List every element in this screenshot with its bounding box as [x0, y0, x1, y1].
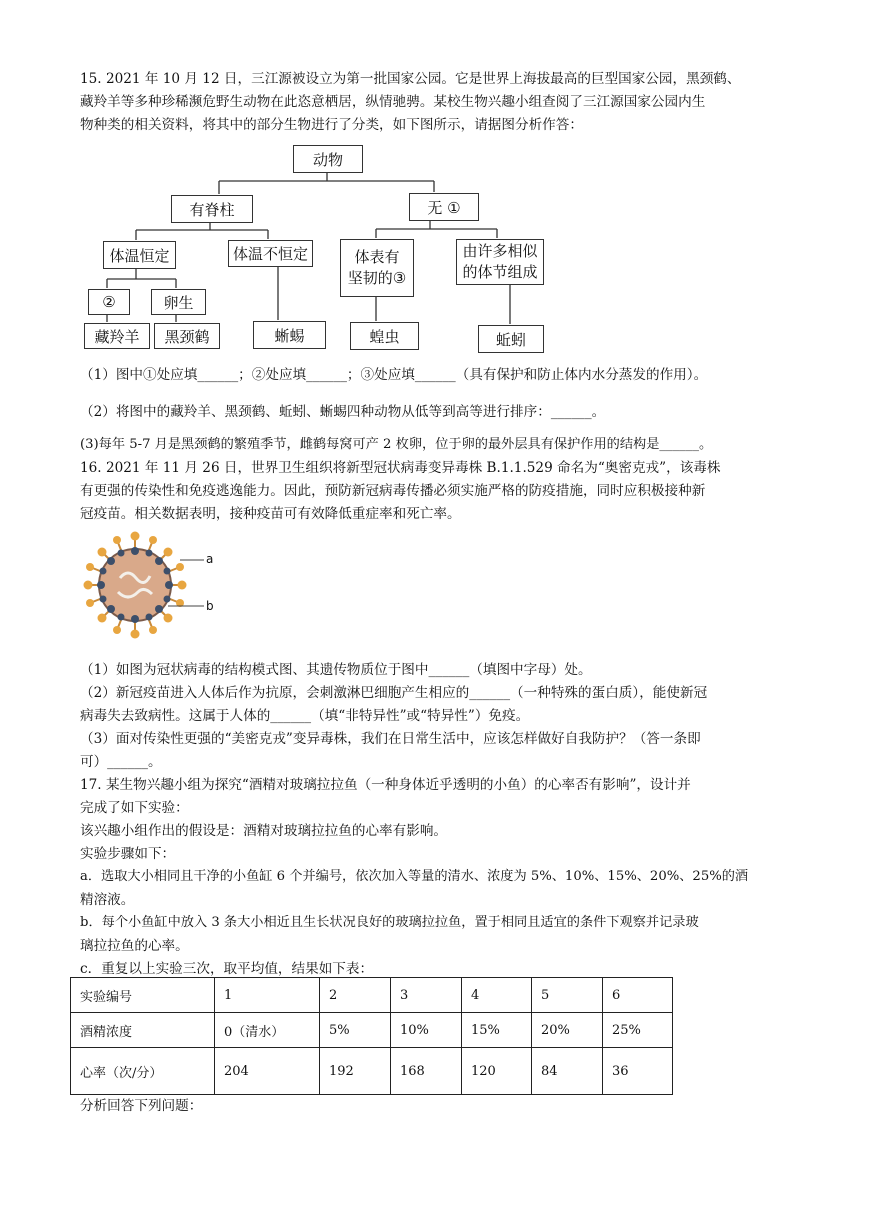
q16-intro-line-1: 16. 2021 年 11 月 26 日，世界卫生组织将新型冠状病毒变异毒株 B.1.1.529 命名为“奥密克戎”，该毒株	[80, 460, 721, 476]
q17-footer: 分析回答下列问题：	[80, 1098, 203, 1114]
table-cell: 4	[462, 978, 532, 1013]
q16-question-3-line-2: 可）______。	[80, 754, 162, 770]
table-cell: 204	[215, 1048, 320, 1095]
node-variable-temperature: 体温不恒定	[228, 240, 313, 267]
table-cell: 10%	[391, 1013, 462, 1048]
q17-line-2: 完成了如下实验：	[80, 800, 189, 816]
virus-label-a: a	[206, 552, 214, 566]
table-cell: 192	[320, 1048, 391, 1095]
table-cell: 1	[215, 978, 320, 1013]
coronavirus-diagram	[80, 530, 216, 640]
node-segments	[456, 239, 544, 285]
diagram-connectors	[0, 0, 869, 360]
node-animal: 动物	[293, 145, 363, 173]
q15-intro-line-1: 15. 2021 年 10 月 12 日，三江源被设立为第一批国家公园。它是世界上海拔最高的巨型国家公园，黑颈鹤、	[80, 71, 741, 87]
node-tibetan-antelope: 藏羚羊	[84, 323, 150, 349]
table-row-experiment-number	[71, 978, 673, 1013]
q17-step-b-line-2: 璃拉拉鱼的心率。	[80, 938, 189, 954]
q17-hypothesis: 该兴趣小组作出的假设是：酒精对玻璃拉拉鱼的心率有影响。	[80, 823, 448, 839]
node-locust: 蝗虫	[350, 322, 419, 350]
node-exoskeleton-line-1: 体表有	[354, 248, 400, 266]
node-black-necked-crane: 黑颈鹤	[154, 323, 220, 349]
table-cell: 5	[532, 978, 603, 1013]
coronavirus-illustration	[80, 530, 216, 640]
q15-question-2: （2）将图中的藏羚羊、黑颈鹤、蚯蚓、蜥蜴四种动物从低等到高等进行排序：______。	[80, 404, 606, 420]
table-cell: 25%	[603, 1013, 673, 1048]
node-invertebrate: 无 ①	[409, 193, 479, 221]
q15-question-1: （1）图中①处应填______；②处应填______；③处应填______（具有保护和防止体内水分蒸发的作用）。	[80, 367, 708, 383]
table-cell: 15%	[462, 1013, 532, 1048]
q15-question-3: (3)每年 5-7 月是黑颈鹤的繁殖季节，雌鹤每窝可产 2 枚卵，位于卵的最外层具有保护作用的结构是______。	[80, 437, 713, 452]
node-blank-2: ②	[88, 289, 130, 315]
q16-question-2-line-1: （2）新冠疫苗进入人体后作为抗原，会刺激淋巴细胞产生相应的______（一种特殊的蛋白质），能使新冠	[80, 685, 708, 701]
node-vertebrate: 有脊柱	[171, 195, 253, 223]
q17-step-a-line-1: a．选取大小相同且干净的小鱼缸 6 个并编号，依次加入等量的清水、浓度为 5%、10%、15%、20%、25%的酒	[80, 869, 749, 884]
q17-line-1: 17. 某生物兴趣小组为探究“酒精对玻璃拉拉鱼（一种身体近乎透明的小鱼）的心率否有影响”，设计并	[80, 777, 691, 793]
table-cell: 5%	[320, 1013, 391, 1048]
table-cell: 实验编号	[71, 978, 215, 1013]
node-exoskeleton-line-2: 坚韧的③	[347, 269, 407, 287]
table-cell: 酒精浓度	[71, 1013, 215, 1048]
virus-label-b: b	[206, 599, 214, 613]
q17-steps-heading: 实验步骤如下：	[80, 846, 176, 862]
table-cell: 0（清水）	[215, 1013, 320, 1048]
table-cell: 120	[462, 1048, 532, 1095]
q17-step-b-line-1: b．每个小鱼缸中放入 3 条大小相近且生长状况良好的玻璃拉拉鱼，置于相同且适宜的条件下观察并记录玻	[80, 915, 699, 930]
table-cell: 20%	[532, 1013, 603, 1048]
table-cell: 3	[391, 978, 462, 1013]
node-exoskeleton	[340, 239, 414, 297]
q17-step-a-line-2: 精溶液。	[80, 892, 135, 908]
table-cell: 6	[603, 978, 673, 1013]
node-segments-line-2: 的体节组成	[462, 263, 538, 281]
q15-intro-line-3: 物种类的相关资料，将其中的部分生物进行了分类，如下图所示，请据图分析作答：	[80, 117, 583, 133]
node-lizard: 蜥蜴	[253, 321, 326, 349]
table-cell: 36	[603, 1048, 673, 1095]
node-segments-line-1: 由许多相似	[462, 242, 538, 260]
q16-question-1: （1）如图为冠状病毒的结构模式图、其遗传物质位于图中______（填图中字母）处。	[80, 662, 592, 678]
table-cell: 168	[391, 1048, 462, 1095]
table-row-heart-rate	[71, 1048, 673, 1095]
table-cell: 心率（次/分）	[71, 1048, 215, 1095]
q16-question-2-line-2: 病毒失去致病性。这属于人体的______（填“非特异性”或“特异性”）免疫。	[80, 708, 530, 724]
q17-step-c: c．重复以上实验三次，取平均值，结果如下表：	[80, 961, 374, 977]
q16-intro-line-3: 冠疫苗。相关数据表明，接种疫苗可有效降低重症率和死亡率。	[80, 506, 461, 522]
q16-intro-line-2: 有更强的传染性和免疫逃逸能力。因此，预防新冠病毒传播必须实施严格的防疫措施，同时应积极接种新	[80, 483, 706, 499]
table-cell: 84	[532, 1048, 603, 1095]
q15-intro-line-2: 藏羚羊等多种珍稀濒危野生动物在此恣意栖居，纵情驰骋。某校生物兴趣小组查阅了三江源国家公园内生	[80, 94, 706, 110]
results-table	[70, 977, 673, 1095]
node-oviparous: 卵生	[151, 289, 206, 315]
node-earthworm: 蚯蚓	[478, 325, 544, 353]
node-constant-temperature: 体温恒定	[103, 241, 176, 269]
table-cell: 2	[320, 978, 391, 1013]
table-row-alcohol-concentration	[71, 1013, 673, 1048]
q16-question-3-line-1: （3）面对传染性更强的“美密克戎”变异毒株，我们在日常生活中，应该怎样做好自我防护？（答一条即	[80, 731, 701, 747]
